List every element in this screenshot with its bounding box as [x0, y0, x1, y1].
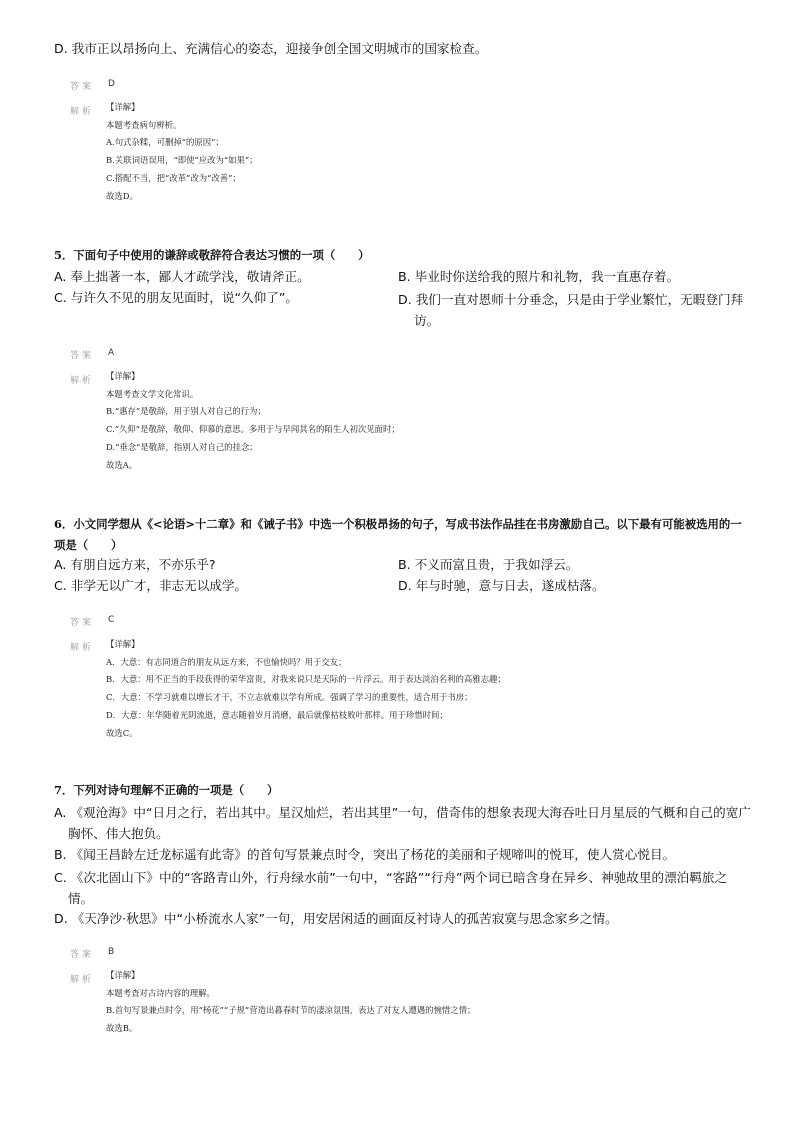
analysis-line: C.搭配不当，把“改革”改为“改善”； [106, 172, 241, 183]
analysis-line: 故选C。 [106, 727, 138, 738]
analysis-text [106, 368, 606, 474]
analysis-line: B.“惠存”是敬辞，用于别人对自己的行为； [106, 406, 266, 417]
analysis-line: C．大意：不学习就难以增长才干，不立志就难以学有所成。强调了学习的重要性，适合用于书房； [106, 692, 473, 703]
q7-option-a: A. 《观沧海》中“日月之行，若出其中。星汉灿烂，若出其里”一句，借奇伟的想象表现大海吞吐日月星辰的气概和自己的宽广胸怀、伟大抱负。 [54, 805, 751, 841]
answer-label: 答案 [70, 351, 95, 361]
analysis-line: 故选D。 [106, 190, 138, 201]
answer-label: 答案 [70, 618, 95, 628]
analysis-line: B.首句写景兼点时令，用“杨花”“子规”营造出暮春时节的凄凉氛围，表达了对友人遭遇的惋惜之情； [106, 1005, 476, 1016]
q6-option-d: D. 年与时驰，意与日去，遂成枯落。 [398, 578, 605, 593]
analysis-text [106, 967, 606, 1038]
answer-value: C [108, 615, 115, 625]
analysis-line: A．大意：有志同道合的朋友从远方来，不也愉快吗？用于交友； [106, 656, 347, 667]
analysis-label: 解析 [70, 643, 95, 653]
q7-option-c: C. 《次北固山下》中的“客路青山外，行舟绿水前”一句中，“客路”“行舟”两个词已暗含身在异乡、神驰故里的漂泊羁旅之情。 [54, 870, 728, 906]
q6-option-a: A. 有朋自远方来，不亦乐乎? [54, 557, 216, 572]
answer-value: D [108, 79, 115, 89]
analysis-line: D．大意：年华随着光阴流逝，意志随着岁月消磨，最后就像枯枝败叶那样。用于珍惜时间； [106, 709, 448, 720]
q6-option-b: B. 不义而富且贵，于我如浮云。 [398, 557, 579, 572]
question-7-title: 7．下列对诗句理解不正确的一项是（ ） [54, 783, 279, 797]
q7-option-d: D. 《天净沙·秋思》中“小桥流水人家”一句，用安居闲适的画面反衬诗人的孤苦寂寞与思念家乡之情。 [54, 911, 618, 926]
analysis-line: D.“垂念”是敬辞，指别人对自己的挂念； [106, 441, 258, 452]
analysis-line: 本题考查文学文化常识。 [106, 388, 199, 399]
analysis-line: 故选A。 [106, 459, 138, 470]
analysis-label: 解析 [70, 107, 95, 117]
analysis-line: 【详解】 [106, 639, 140, 649]
q4-option-d: D. 我市正以昂扬向上、充满信心的姿态，迎接争创全国文明城市的国家检查。 [54, 41, 488, 56]
answer-label: 答案 [70, 82, 95, 92]
analysis-text [106, 636, 606, 742]
q6-option-c: C. 非学无以广才，非志无以成学。 [54, 578, 248, 593]
q5-option-a: A. 奉上拙著一本，鄙人才疏学浅，敬请斧正。 [54, 269, 310, 284]
question-6-title: 6．小文同学想从《<论语>十二章》和《诫子书》中选一个积极昂扬的句子，写成书法作品挂在书房激励自己。以下最有可能被选用的一项是（ ） [54, 517, 742, 552]
answer-value: A [108, 348, 115, 358]
q5-option-c: C. 与许久不见的朋友见面时，说“久仰了”。 [54, 290, 298, 305]
analysis-text [106, 99, 606, 205]
answer-value: B [108, 947, 115, 957]
q5-option-b: B. 毕业时你送给我的照片和礼物，我一直惠存着。 [398, 269, 680, 284]
analysis-line: B.关联词语误用，“即使”应改为“如果”； [106, 155, 258, 166]
question-5-title: 5．下面句子中使用的谦辞或敬辞符合表达习惯的一项（ ） [54, 248, 370, 262]
analysis-line: A.句式杂糅，可删掉“的原因”； [106, 137, 224, 148]
analysis-line: 【详解】 [106, 102, 140, 112]
analysis-line: 【详解】 [106, 371, 140, 381]
q5-option-d: D. 我们一直对恩师十分垂念，只是由于学业繁忙，无暇登门拜访。 [398, 292, 744, 328]
analysis-label: 解析 [70, 376, 95, 386]
analysis-line: 【详解】 [106, 970, 140, 980]
analysis-line: 本题考查病句辨析。 [106, 119, 182, 130]
answer-label: 答案 [70, 950, 95, 960]
q7-option-b: B. 《闻王昌龄左迁龙标遥有此寄》的首句写景兼点时令，突出了杨花的美丽和子规啼叫的悦耳，使人赏心悦目。 [54, 847, 676, 862]
analysis-line: C.“久仰”是敬辞，敬仰、仰慕的意思。多用于与早闻其名的陌生人初次见面时； [106, 424, 400, 435]
analysis-line: 故选B。 [106, 1023, 138, 1034]
analysis-line: 本题考查对古诗内容的理解。 [106, 987, 215, 998]
analysis-label: 解析 [70, 975, 95, 985]
analysis-line: B．大意：用不正当的手段获得的荣华富贵，对我来说只是天际的一片浮云。用于表达淡泊名利的高雅志趣； [106, 674, 506, 685]
